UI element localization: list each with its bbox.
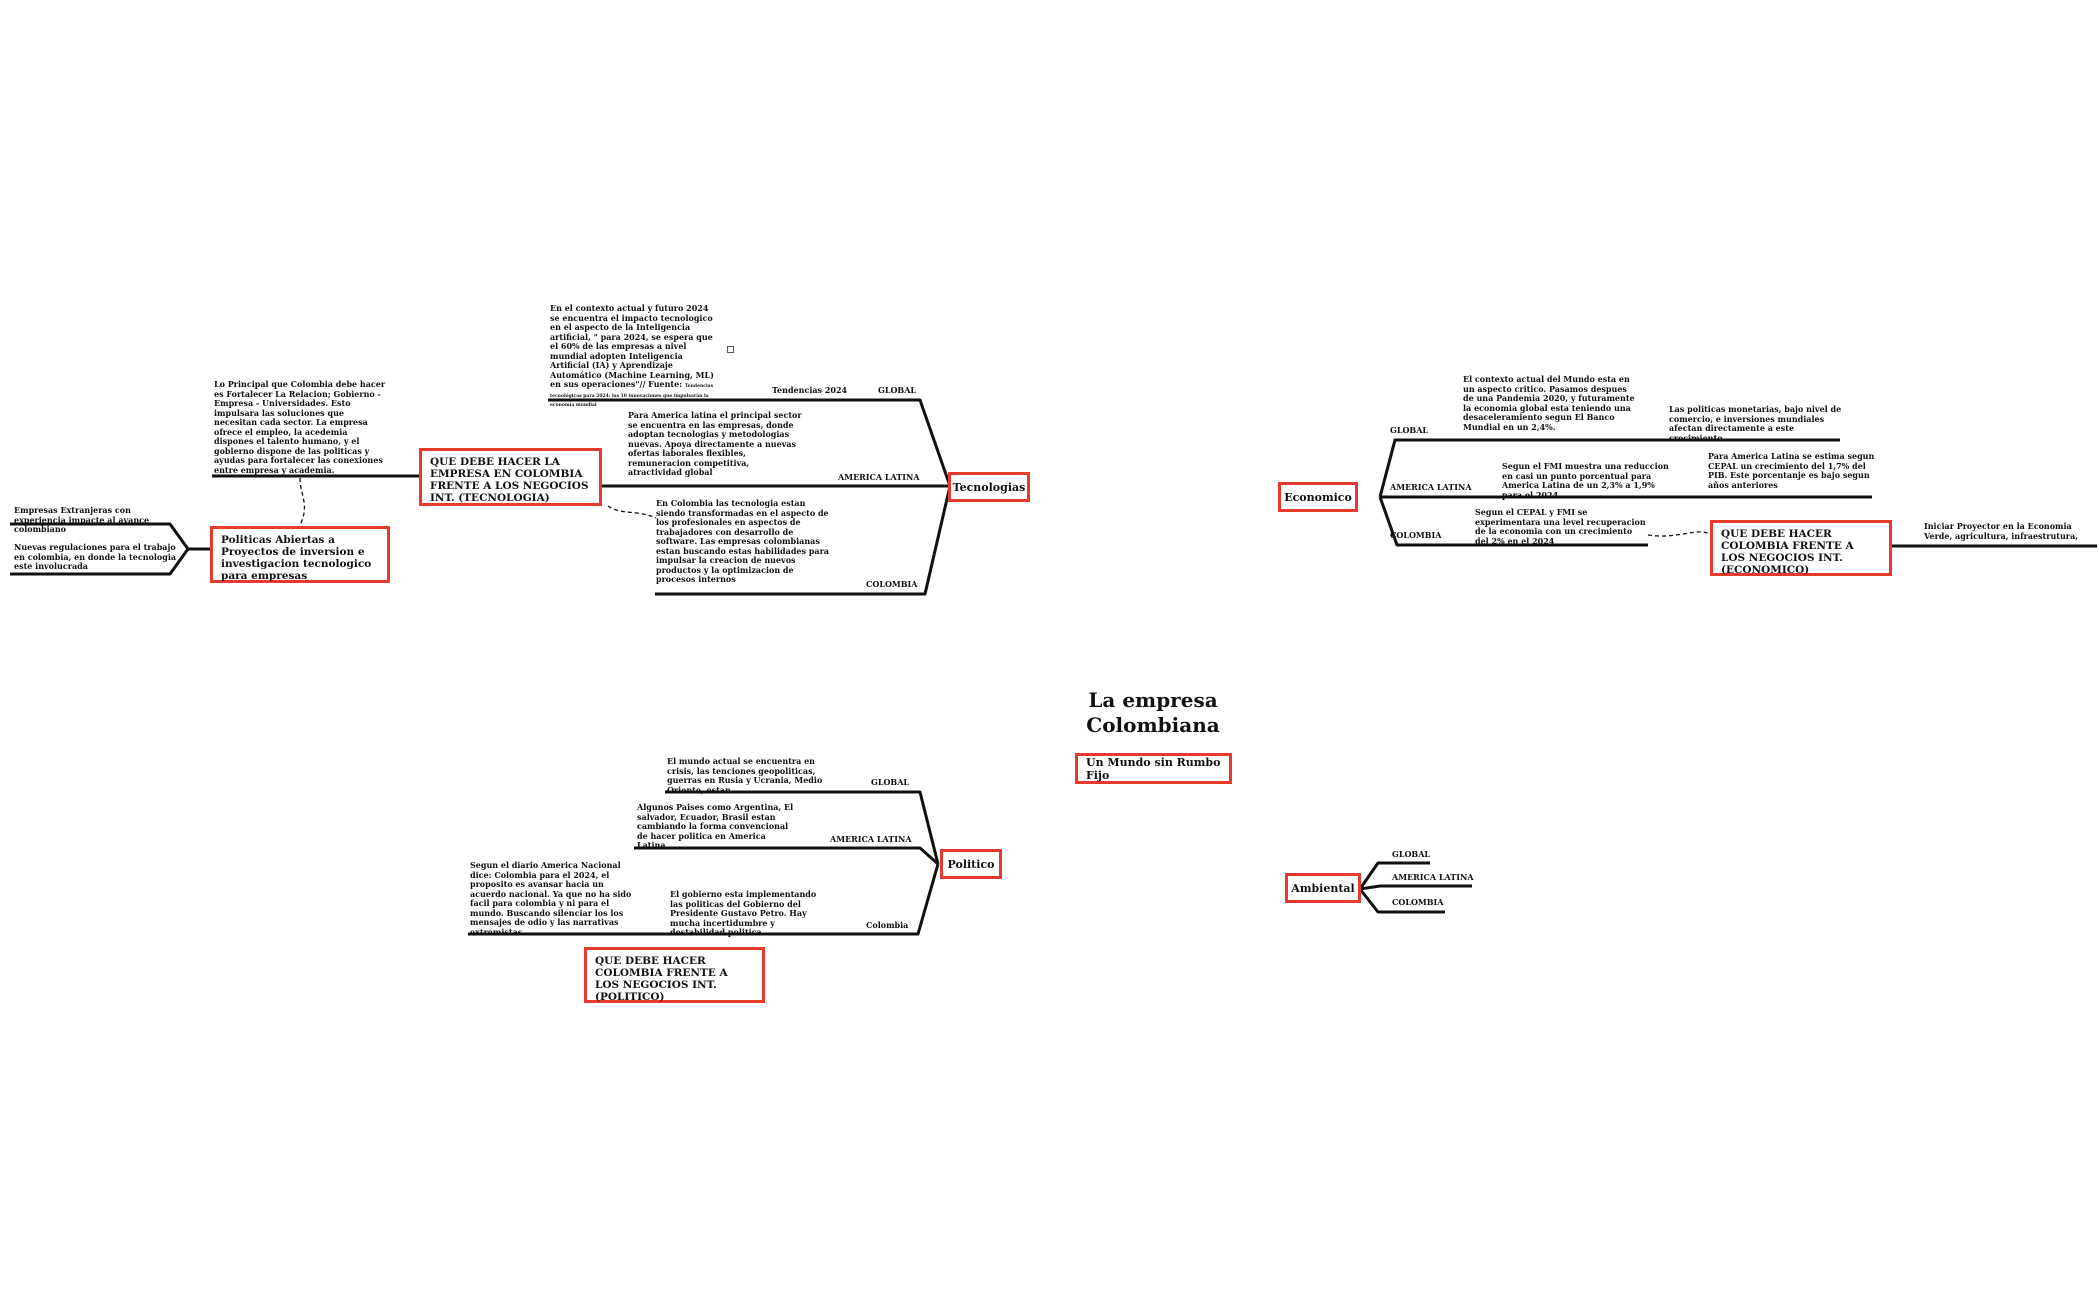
pol-col-label: Colombia bbox=[866, 920, 909, 930]
ambiental-label: Ambiental bbox=[1291, 881, 1355, 895]
eco-quedebe-label: QUE DEBE HACER COLOMBIA FRENTE A LOS NEGOCIOS INT. (ECONOMICO) bbox=[1721, 528, 1854, 576]
tec-col-label: COLOMBIA bbox=[866, 579, 918, 589]
tec-quedebe-box[interactable] bbox=[419, 448, 602, 506]
pol-quedebe-box[interactable] bbox=[584, 947, 765, 1003]
tec-quedebe-text: Lo Principal que Colombia debe hacer es Fortalecer La Relacion; Gobierno - Empresa - Universidades. Esto impulsara las soluciones que necesitan cada sector. La empresa ofrece el empleo, la acedemia dispones el talento humano, y el gobierno dispone de las politicas y ayudas para fortalecer las conexiones entre empresa y academia. bbox=[214, 379, 386, 475]
tecnologias-label: Tecnologias bbox=[952, 480, 1026, 494]
eco-global-text: El contexto actual del Mundo esta en un aspecto critico. Pasamos despues de una Pandemia 2020, y futuramente la economia global esta teniendo una desaceleramiento segun El Banco Mundial en un 2,4%. bbox=[1463, 374, 1635, 432]
external-link-icon[interactable] bbox=[727, 346, 734, 353]
politico-node[interactable] bbox=[940, 849, 1002, 879]
tec-dashed-1 bbox=[300, 478, 304, 525]
pol-global-label: GLOBAL bbox=[871, 777, 910, 787]
eco-global-label: GLOBAL bbox=[1390, 425, 1429, 435]
eco-dashed bbox=[1648, 532, 1712, 536]
tec-global-label: GLOBAL bbox=[878, 385, 917, 395]
eco-col-label: COLOMBIA bbox=[1390, 530, 1442, 540]
eco-col-text: Segun el CEPAL y FMI se experimentara una level recuperacion de la economia con un crecimiento del 2% en el 2024 bbox=[1475, 507, 1646, 546]
eco-global-text2: Las politicas monetarias, bajo nivel de comercio, e inversiones mundiales afectan directamente a este crecimiento bbox=[1669, 404, 1842, 443]
tec-col-text: En Colombia las tecnologia estan siendo transformadas en el aspecto de los profesionales en aspectos de trabajadores con desarrollo de software. Las empresas colombianas estan buscando estas habilidades para impulsar la creacion de nuevos productos y la optimizacion de procesos internos bbox=[656, 498, 829, 584]
central-title: La empresa Colombiana bbox=[1086, 688, 1220, 737]
pol-al-text: Algunos Paises como Argentina, El salvador, Ecuador, Brasil estan cambiando la forma convencional de hacer politica en America Latina bbox=[637, 802, 794, 850]
tec-al-label: AMERICA LATINA bbox=[838, 472, 920, 482]
amb-col-label: COLOMBIA bbox=[1392, 897, 1444, 907]
pol-col-text: El gobierno esta implementando las politicas del Gobierno del Presidente Gustavo Petro. Hay mucha incertidumbre y destabilidad politica bbox=[670, 889, 817, 937]
tec-dashed-2 bbox=[608, 506, 656, 518]
tecnologias-node[interactable] bbox=[948, 472, 1030, 502]
eco-al-text: Segun el FMI muestra una reduccion en casi un punto porcentual para America Latina de un 2,3% a 1,9% para el 2024. bbox=[1502, 461, 1669, 500]
tec-quedebe-label: QUE DEBE HACER LA EMPRESA EN COLOMBIA FRENTE A LOS NEGOCIOS INT. (TECNOLOGIA) bbox=[430, 456, 589, 504]
eco-quedebe-box[interactable] bbox=[1710, 520, 1892, 576]
politicas-item-2: Nuevas regulaciones para el trabajo en colombia, en donde la tecnologia este involucrada bbox=[14, 542, 177, 571]
amb-branch-al bbox=[1360, 886, 1472, 889]
amb-global-label: GLOBAL bbox=[1392, 849, 1431, 859]
politico-label: Politico bbox=[947, 857, 995, 871]
economico-node[interactable] bbox=[1278, 482, 1358, 512]
politicas-item-1: Empresas Extranjeras con experiencia impacte al avance colombiano bbox=[14, 505, 150, 534]
tec-tendencias-label: Tendencias 2024 bbox=[772, 385, 848, 395]
pol-quedebe-label: QUE DEBE HACER COLOMBIA FRENTE A LOS NEGOCIOS INT. (POLITICO) bbox=[595, 955, 728, 1003]
tec-global-text bbox=[550, 304, 718, 409]
central-subtitle: Un Mundo sin Rumbo Fijo bbox=[1086, 755, 1221, 782]
economico-label: Economico bbox=[1284, 490, 1352, 504]
politicas-label: Politicas Abiertas a Proyectos de inversion e investigacion tecnologico para empresas bbox=[221, 534, 372, 582]
pol-al-label: AMERICA LATINA bbox=[830, 834, 912, 844]
central-subtitle-box[interactable] bbox=[1075, 753, 1232, 784]
eco-al-text2: Para America Latina se estima segun CEPAL un crecimiento del 1,7% del PIB. Este porcentanje es bajo segun años anteriores bbox=[1708, 451, 1875, 490]
amb-al-label: AMERICA LATINA bbox=[1392, 872, 1474, 882]
ambiental-node[interactable] bbox=[1285, 873, 1361, 903]
tec-al-text: Para America latina el principal sector se encuentra en las empresas, donde adoptan tecnologias y metodologias nuevas. Apoya directamente a nuevas ofertas laborales flexibles, remuneracion competitiva, atractividad global bbox=[628, 410, 802, 477]
politicas-box[interactable] bbox=[210, 526, 390, 583]
pol-col-extra: Segun el diario America Nacional dice: Colombia para el 2024, el proposito es avansar hacia un acuerdo nacional. Ya que no ha sido facil para colombia y ni para el mundo. Buscando silenciar los los mensajes de odio y las narrativas extremistas bbox=[470, 860, 632, 937]
eco-al-label: AMERICA LATINA bbox=[1390, 482, 1472, 492]
pol-global-text: El mundo actual se encuentra en crisis, las tenciones geopoliticas, guerras en Rusia y Ucrania, Medio Oriente, estan bbox=[667, 756, 823, 795]
tec-global-source[interactable]: Tendencias tecnológicas para 2024: las 10 innovaciones que impulsarán la economía mundial bbox=[550, 384, 714, 408]
tec-global-text-body: En el contexto actual y futuro 2024 se encuentra el impacto tecnologico en el aspecto de la Inteligencia artificial, " para 2024, se espera que el 60% de las empresas a nivel mundial adopten Inteligencia Artificial (IA) y Aprendizaje Automático (Machine Learning, ML) en sus operaciones"// Fuente: bbox=[550, 303, 714, 389]
eco-quedebe-text: Iniciar Proyector en la Economia Verde, agricultura, infraestrutura, bbox=[1924, 521, 2078, 541]
